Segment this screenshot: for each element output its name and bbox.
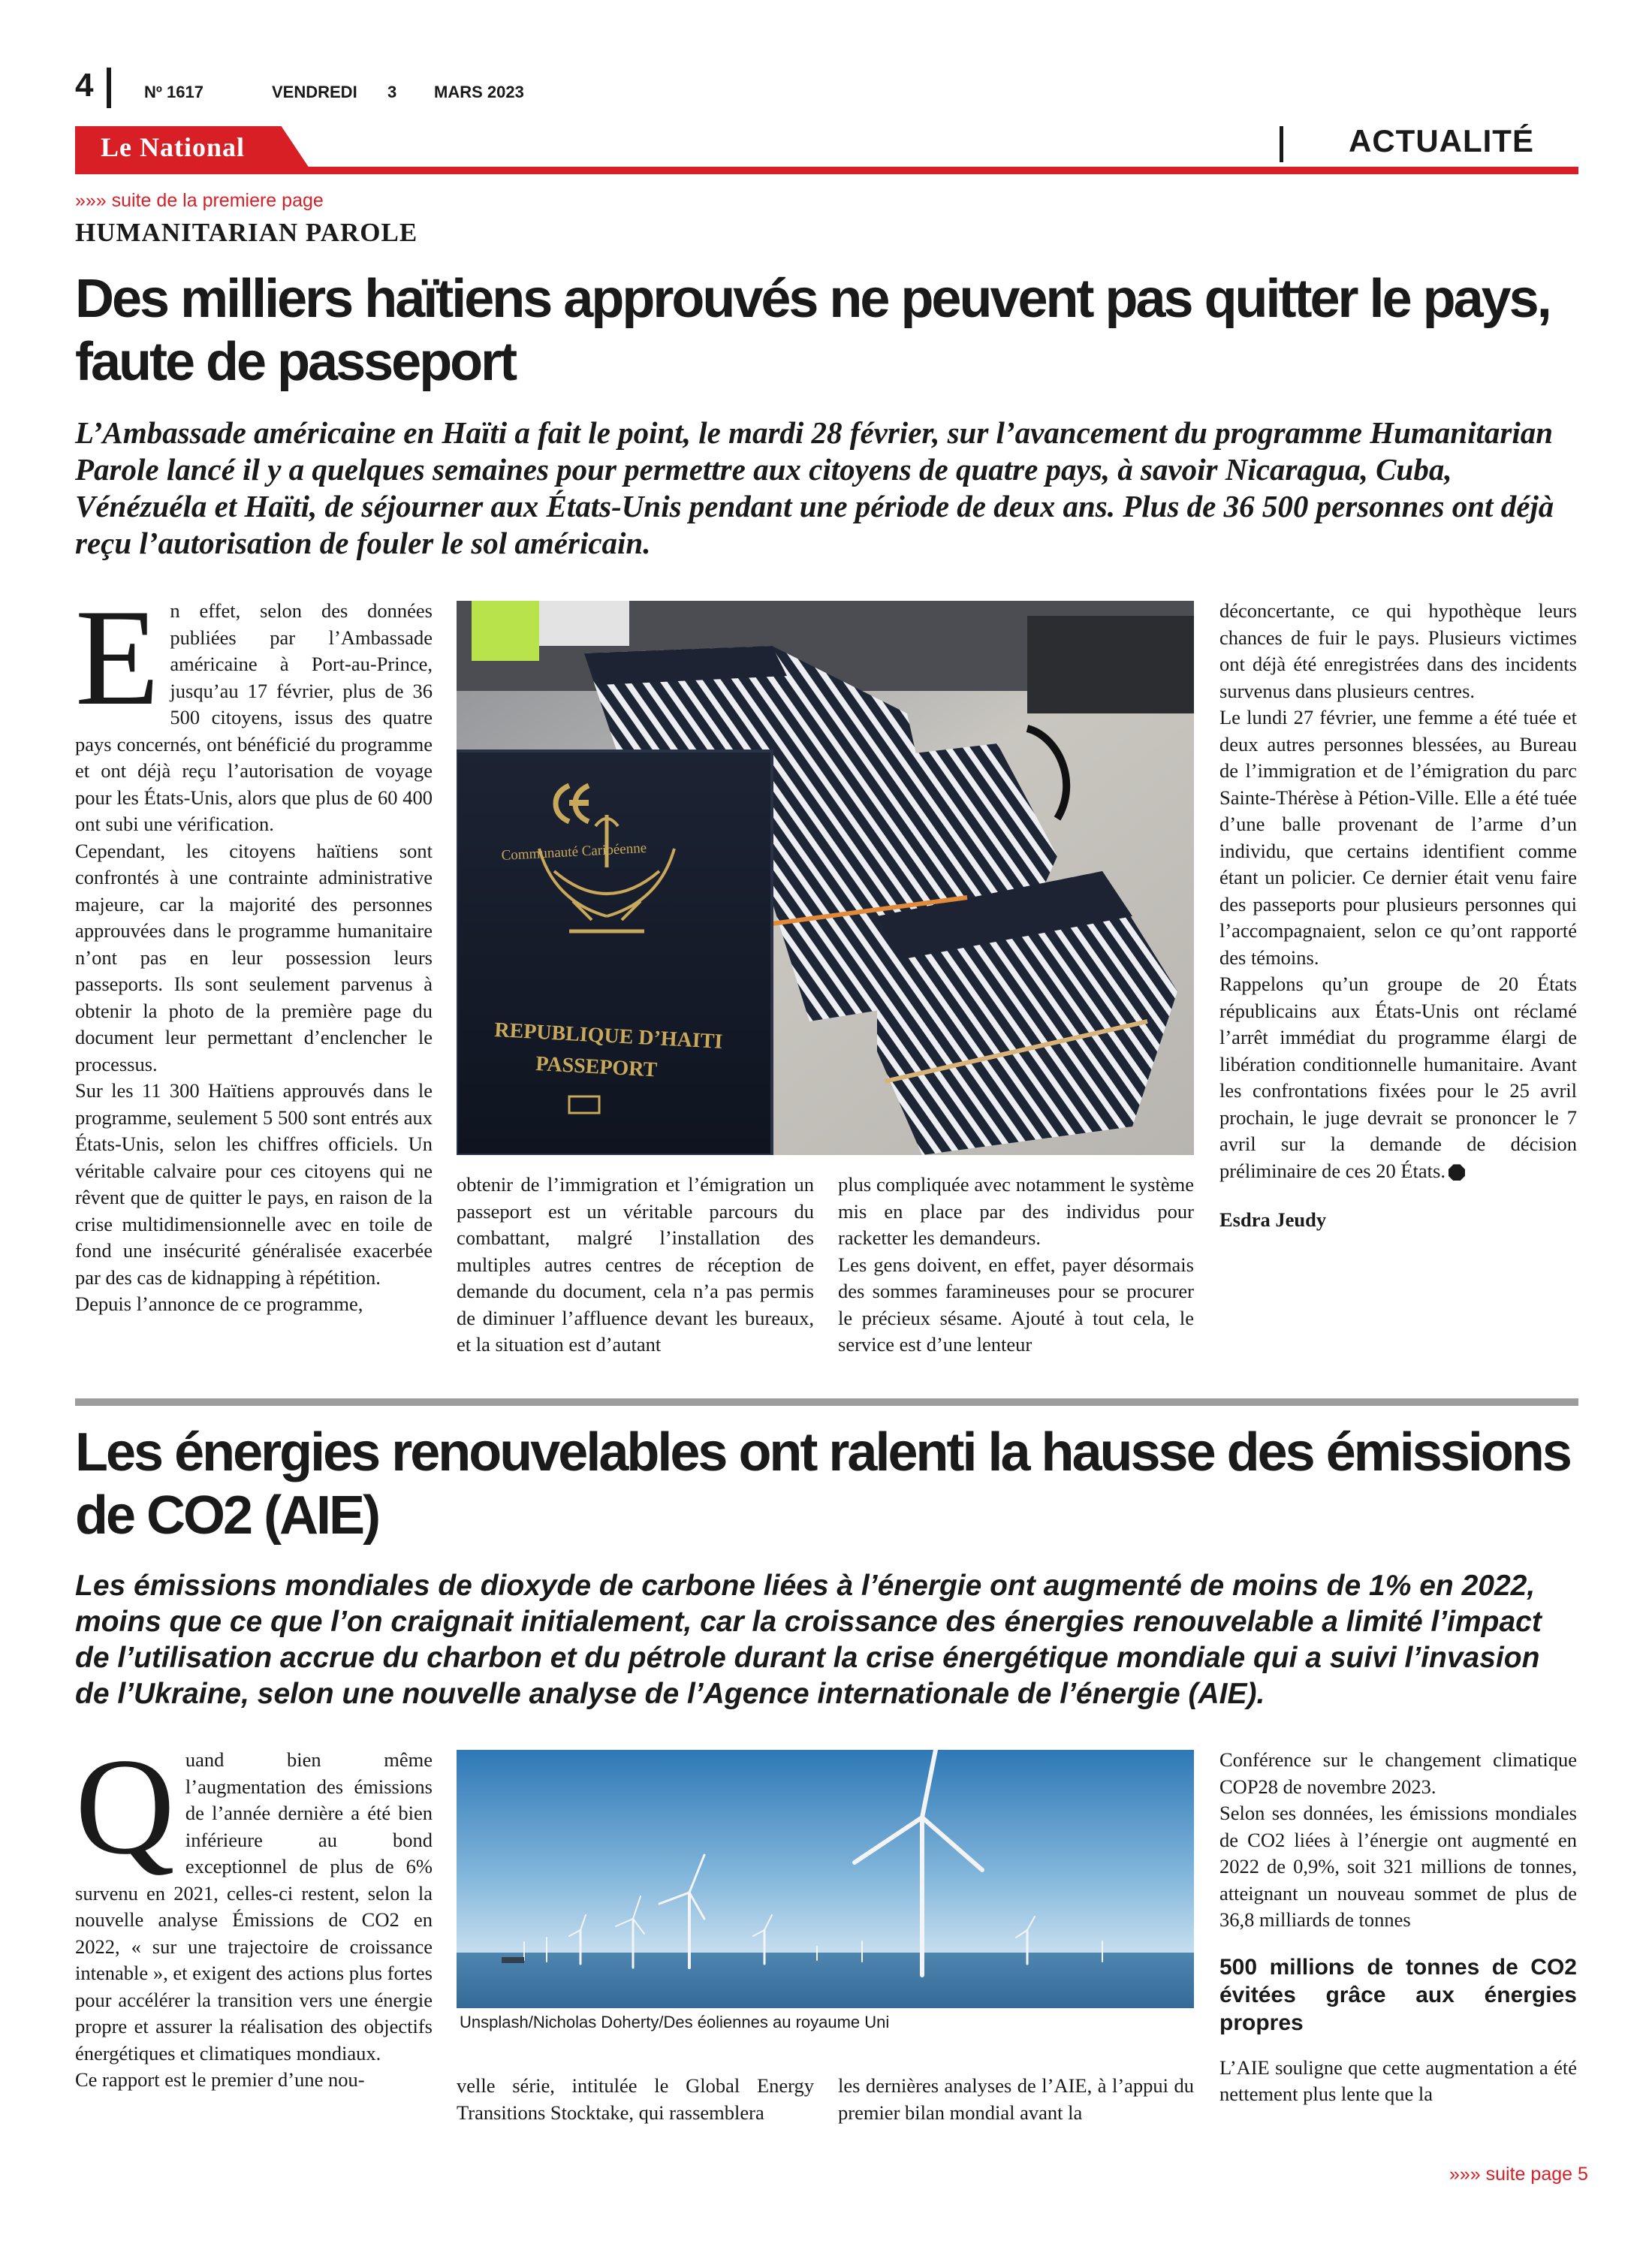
article2-paragraph: Ce rapport est le premier d’une nou- bbox=[75, 2068, 365, 2091]
passport-republic-text: REPUBLIQUE D’HAITI bbox=[493, 1018, 724, 1054]
passport-photo bbox=[457, 601, 1194, 1155]
article2-headline: Les énergies renouvelables ont ralenti la hausse des émissions de CO2 (AIE) bbox=[75, 1422, 1570, 1546]
month-year: MARS 2023 bbox=[434, 83, 524, 101]
brand-logo: Le National bbox=[101, 132, 246, 162]
article1-drop-cap: E bbox=[75, 581, 160, 734]
article1-lead: L’Ambassade américaine en Haïti a fait le point, le mardi 28 février, sur l’avancement du programme Humanitarian Parole lancé il y a quelques semaines pour permettre aux citoyens de quatre pays, à savoir Nicaragua, Cuba, Vénézuéla et Haïti, de séjourner aux États-Unis pendant une période de deux ans. Plus de 36 500 personnes ont déjà reçu l’autorisation de fouler le sol américain. bbox=[75, 415, 1554, 560]
article1-paragraph: Le lundi 27 février, une femme a été tuée et deux autres personnes blessées, au Bureau de l’immigration et de l’émigration du parc Sainte-Thérèse à Pétion-Ville. Elle a été tuée d’une balle provenant de l’arme d’un individu, que certains identifient comme étant un policier. Ce dernier était venu faire des passeports pour plusieurs personnes qui l’accompagnaient, selon ce qu’ont rapporté des témoins. bbox=[1219, 706, 1577, 969]
wind-turbine-photo bbox=[457, 1750, 1194, 2050]
article2-paragraph: Selon ses données, les émissions mondiales de CO2 liées à l’énergie ont augmenté en 2022 de 0,9%, soit 321 millions de tonnes, atteignant un nouveau sommet de plus de 36,8 milliards de tonnes bbox=[1219, 1802, 1577, 1931]
weekday: VENDREDI bbox=[272, 83, 357, 101]
article1-paragraph: n effet, selon des données publiées par l’Ambassade américaine à Port-au-Prince, jusqu’au 17 février, plus de 36 500 citoyens, issus des quatre pays concernés, ont bénéficié du programme et ont déjà reçu l’autorisation de voyage pour les États-Unis, alors que plus de 60 400 ont subi une vérification. bbox=[75, 599, 433, 835]
article1-kicker: HUMANITARIAN PAROLE bbox=[75, 218, 418, 247]
article1-paragraph: Cependant, les citoyens haïtiens sont confrontés à une contrainte administrative majeure, car la majorité des personnes approuvées dans le programme humanitaire n’ont pas en leur possession leurs passeports. Ils sont seulement parvenus à obtenir la photo de la première page du document leur permettant d’enclencher le processus. bbox=[75, 839, 433, 1075]
article1-paragraph: Rappelons qu’un groupe de 20 États républicains aux États-Unis ont réclamé l’arrêt immédiat du programme élargi de libération conditionnelle humanitaire. Avant les confrontations fixées pour le 25 avril prochain, le juge devrait se prononcer le 7 avril sur la demande de décision préliminaire de ces 20 États. bbox=[1219, 973, 1577, 1182]
article2-column-1 bbox=[75, 1730, 433, 2094]
issue-number: Nº 1617 bbox=[144, 83, 203, 101]
article1-column-4 bbox=[1219, 598, 1577, 1234]
article2-column-3 bbox=[838, 2073, 1194, 2126]
passport-title-text: PASSEPORT bbox=[535, 1052, 658, 1082]
article2-paragraph: uand bien même l’augmentation des émissions de l’année dernière a été bien inférieure au bond exceptionnel de plus de 6% survenu en 2021, celles-ci restent, selon la nouvelle analyse Émissions de CO2 en 2022, « sur une trajectoire de croissance intenable », et exigent des actions plus fortes pour accélérer la transition vers une énergie propre et assurer la réalisation des objectifs énergétiques et climatiques mondiaux. bbox=[75, 1748, 433, 2064]
continued-from: »»» suite de la premiere page bbox=[75, 190, 324, 211]
article2-paragraph: L’AIE souligne que cette augmentation a été nettement plus lente que la bbox=[1219, 2055, 1577, 2105]
header-rule bbox=[75, 167, 1578, 174]
section-label: ACTUALITÉ bbox=[1349, 123, 1534, 158]
article2-lead: Les émissions mondiales de dioxyde de carbone liées à l’énergie ont augmenté de moins de 1% en 2022, moins que ce que l’on craignait initialement, car la croissance des énergies renouvelable a limité l’impact de l’utilisation accrue du charbon et du pétrole durant la crise énergétique mondiale qui a suivi l’invasion de l’Ukraine, selon une nouvelle analyse de l’Agence internationale de l’énergie (AIE). bbox=[75, 1570, 1542, 1710]
continued-to-link[interactable]: »»» suite page 5 bbox=[1449, 2164, 1588, 2185]
article2-column-2 bbox=[457, 2073, 814, 2126]
end-mark-icon bbox=[1449, 1164, 1465, 1181]
article1-author: Esdra Jeudy bbox=[1219, 1208, 1327, 1231]
article2-paragraph: Conférence sur le changement climatique COP28 de novembre 2023. bbox=[1219, 1748, 1577, 1798]
article1-paragraph: déconcertante, ce qui hypothèque leurs chances de fuir le pays. Plusieurs victimes ont déjà été enregistrées dans des incidents survenus dans plusieurs centres. bbox=[1219, 599, 1577, 702]
article2-paragraph: velle série, intitulée le Global Energy Transitions Stocktake, qui rassemblera bbox=[457, 2074, 814, 2124]
article1-paragraph: Depuis l’annonce de ce programme, bbox=[75, 1292, 363, 1315]
article2-subhead: 500 millions de tonnes de CO2 évitées grâce aux énergies propres bbox=[1219, 1954, 1577, 2035]
article1-column-1 bbox=[75, 581, 433, 1318]
page-number-divider bbox=[107, 68, 111, 108]
day: 3 bbox=[387, 83, 397, 101]
article1-paragraph: plus compliquée avec notamment le système mis en place par des individus pour racketter les demandeurs. bbox=[838, 1173, 1194, 1249]
article1-column-2 bbox=[457, 1172, 814, 1359]
article1-paragraph: Les gens doivent, en effet, payer désormais des sommes faramineuses pour se procurer le précieux sésame. Ajouté à tout cela, le service est d’une lenteur bbox=[838, 1253, 1194, 1356]
article1-paragraph: Sur les 11 300 Haïtiens approuvés dans le programme, seulement 5 500 sont entrés aux États-Unis, selon les chiffres officiels. Un véritable calvaire pour ces citoyens qui ne rêvent que de quitter le pays, en raison de la crise multidimensionnelle avec en toile de fond une insécurité généralisée exacerbée par des cas de kidnapping à répétition. bbox=[75, 1079, 433, 1289]
article1-column-3 bbox=[838, 1172, 1194, 1359]
article1-paragraph: obtenir de l’immigration et l’émigration un passeport est un véritable parcours du combattant, malgré l’installation des multiples autres centres de réception de demande du document, cela n’a pas permis de diminuer l’affluence devant les bureaux, et la situation est d’autant bbox=[457, 1173, 814, 1356]
passport-community-text: Communauté Caribéenne bbox=[501, 840, 647, 864]
article-separator bbox=[75, 1398, 1578, 1406]
page-number: 4 bbox=[75, 67, 94, 104]
article2-drop-cap: Q bbox=[75, 1730, 175, 1883]
article2-paragraph: les dernières analyses de l’AIE, à l’appui du premier bilan mondial avant la bbox=[838, 2074, 1194, 2124]
article2-column-4 bbox=[1219, 1747, 1577, 2108]
article1-headline: Des milliers haïtiens approuvés ne peuvent pas quitter le pays, faute de passeport bbox=[75, 269, 1550, 392]
section-divider bbox=[1280, 126, 1283, 162]
wind-photo-caption: Unsplash/Nicholas Doherty/Des éoliennes au royaume Uni bbox=[460, 2013, 890, 2031]
